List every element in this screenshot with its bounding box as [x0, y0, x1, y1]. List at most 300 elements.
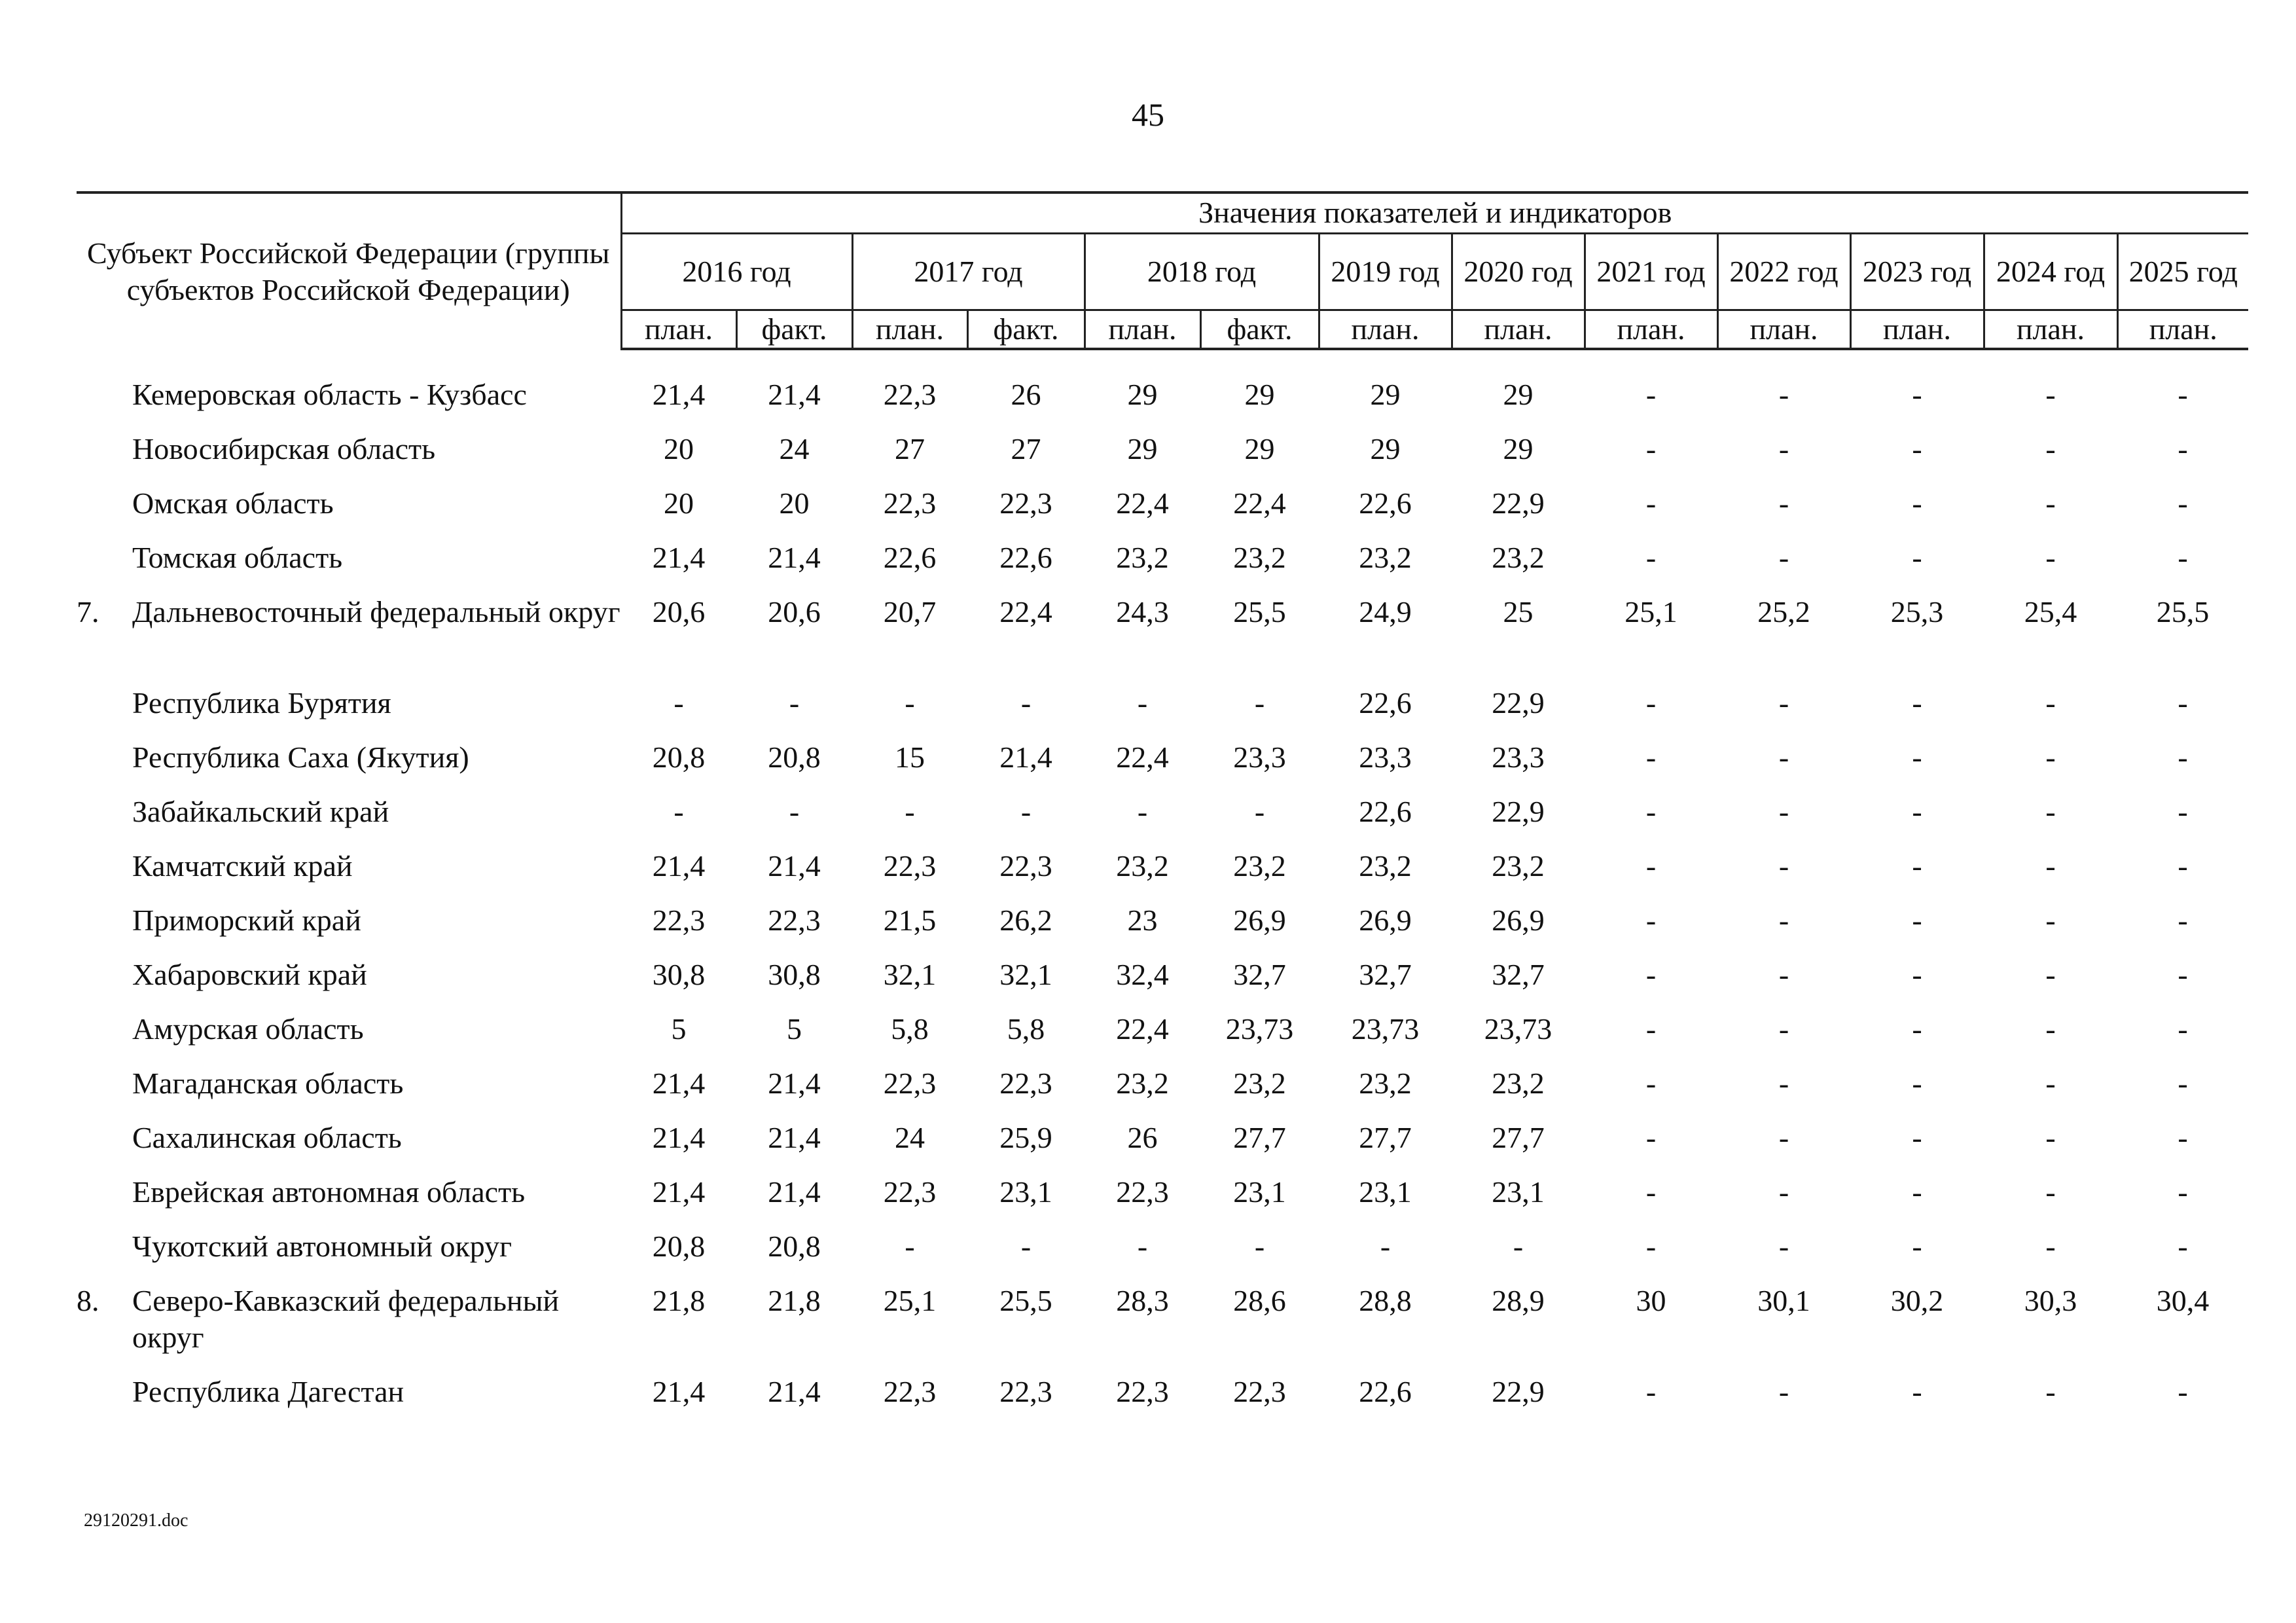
indicator-value: 28,6 — [1233, 1284, 1286, 1317]
indicator-value: - — [1778, 1175, 1789, 1209]
year-2018-header: 2018 год — [1085, 233, 1319, 310]
indicator-value: 23,2 — [1492, 1067, 1545, 1100]
indicator-value: 21,5 — [883, 903, 937, 937]
indicator-value: 22,4 — [1116, 486, 1169, 520]
region-name: Республика Бурятия — [132, 686, 391, 720]
indicator-value: 21,4 — [768, 1121, 821, 1154]
indicator-value: - — [2178, 541, 2188, 574]
indicator-value: 23,2 — [1492, 541, 1545, 574]
indicator-value: - — [1912, 740, 1922, 774]
row-number — [77, 1011, 132, 1065]
indicator-value: - — [2045, 1230, 2056, 1263]
sub-column-header: план. — [1319, 310, 1452, 349]
indicator-value: 22,4 — [1116, 740, 1169, 774]
year-2021-header: 2021 год — [1585, 233, 1717, 310]
indicator-value: - — [2045, 432, 2056, 465]
indicator-value: 24 — [779, 432, 810, 465]
row-number: 8. — [77, 1284, 99, 1317]
indicator-value: - — [2045, 849, 2056, 883]
indicator-value: 29 — [1127, 378, 1158, 411]
year-2024-header: 2024 год — [1984, 233, 2117, 310]
indicator-value: 5 — [671, 1012, 687, 1046]
table-row — [77, 957, 2248, 1011]
indicator-value: 22,6 — [999, 541, 1052, 574]
row-number — [77, 485, 132, 539]
table-row — [77, 1228, 2248, 1283]
indicator-value: 22,3 — [1233, 1375, 1286, 1408]
indicator-value: 26 — [1127, 1121, 1158, 1154]
indicator-value: 29 — [1370, 378, 1401, 411]
indicator-value: 20,6 — [768, 595, 821, 629]
indicator-value: 20 — [664, 432, 694, 465]
indicator-value: 21,4 — [768, 541, 821, 574]
indicator-value: - — [2178, 958, 2188, 991]
row-number — [77, 376, 132, 431]
indicator-value: 5,8 — [891, 1012, 929, 1046]
indicator-value: - — [2178, 740, 2188, 774]
row-number — [77, 1120, 132, 1174]
indicator-value: 15 — [895, 740, 925, 774]
indicator-value: 25,3 — [1890, 595, 1944, 629]
indicator-value: - — [2178, 1375, 2188, 1408]
table-row — [77, 1374, 2248, 1428]
document-filename: 29120291.doc — [84, 1510, 188, 1531]
indicator-value: 22,3 — [883, 1375, 937, 1408]
indicator-value: 30,2 — [1890, 1284, 1944, 1317]
indicator-value: 28,9 — [1492, 1284, 1545, 1317]
indicator-value: 20,7 — [883, 595, 937, 629]
indicator-value: - — [1254, 795, 1265, 828]
indicator-value: 30,1 — [1757, 1284, 1810, 1317]
indicator-value: 32,7 — [1359, 958, 1412, 991]
sub-column-header: план. — [2117, 310, 2248, 349]
indicator-value: 32,1 — [999, 958, 1052, 991]
indicator-value: - — [1778, 1121, 1789, 1154]
indicator-value: 22,9 — [1492, 486, 1545, 520]
indicator-value: - — [1020, 1230, 1031, 1263]
row-number — [77, 431, 132, 485]
indicator-value: 22,3 — [999, 1067, 1052, 1100]
indicator-value: - — [1645, 1230, 1657, 1263]
indicator-value: 26,9 — [1492, 903, 1545, 937]
indicator-value: 21,4 — [768, 849, 821, 883]
indicator-value: - — [2178, 849, 2188, 883]
indicator-value: 21,4 — [652, 1375, 706, 1408]
indicator-value: 26,9 — [1233, 903, 1286, 937]
indicator-value: - — [1645, 378, 1657, 411]
indicator-value: 24,9 — [1359, 595, 1412, 629]
indicator-value: - — [2045, 740, 2056, 774]
indicator-value: - — [905, 1230, 915, 1263]
indicator-value: - — [2045, 378, 2056, 411]
sub-column-header: план. — [1085, 310, 1200, 349]
year-2019-header: 2019 год — [1319, 233, 1452, 310]
indicator-value: 23,2 — [1116, 541, 1169, 574]
region-name: Омская область — [132, 486, 334, 520]
indicator-value: - — [2178, 1175, 2188, 1209]
indicator-value: - — [1778, 1012, 1789, 1046]
indicator-value: - — [1912, 1012, 1922, 1046]
indicator-value: 23,3 — [1359, 740, 1412, 774]
indicator-value: 25,1 — [883, 1284, 937, 1317]
sub-column-header: план. — [1585, 310, 1717, 349]
region-name: Еврейская автономная область — [132, 1175, 526, 1209]
table-body — [77, 349, 2248, 1428]
indicator-value: 20 — [779, 486, 810, 520]
indicator-value: 20,8 — [768, 740, 821, 774]
indicator-value: 23,2 — [1359, 1067, 1412, 1100]
indicator-value: - — [2045, 686, 2056, 720]
indicator-value: 23,2 — [1359, 541, 1412, 574]
subject-column-header: Субъект Российской Федерации (группы субъектов Российской Федерации) — [77, 192, 621, 349]
indicator-value: - — [1778, 686, 1789, 720]
indicator-value: - — [2178, 432, 2188, 465]
indicator-value: - — [1778, 541, 1789, 574]
indicator-value: 26 — [1011, 378, 1041, 411]
indicator-value: - — [2045, 903, 2056, 937]
values-title: Значения показателей и индикаторов — [621, 192, 2248, 233]
indicator-value: - — [1778, 958, 1789, 991]
indicator-value: 22,3 — [883, 486, 937, 520]
indicator-value: 29 — [1127, 432, 1158, 465]
indicator-value: 23 — [1127, 903, 1158, 937]
indicator-value: - — [1645, 541, 1657, 574]
indicator-value: 22,9 — [1492, 1375, 1545, 1408]
indicator-value: - — [1912, 1230, 1922, 1263]
region-name: Хабаровский край — [132, 958, 367, 991]
sub-column-header: план. — [1717, 310, 1850, 349]
indicator-value: 23,73 — [1484, 1012, 1552, 1046]
indicator-value: - — [1912, 795, 1922, 828]
indicator-value: 20,6 — [652, 595, 706, 629]
indicator-value: 21,4 — [999, 740, 1052, 774]
indicator-value: 32,1 — [883, 958, 937, 991]
indicator-value: - — [2045, 1067, 2056, 1100]
region-name: Дальневосточный федеральный округ — [132, 595, 620, 629]
indicator-value: - — [1137, 795, 1148, 828]
indicator-value: - — [1778, 486, 1789, 520]
indicator-value: 25 — [1503, 595, 1534, 629]
indicator-value: 29 — [1503, 432, 1534, 465]
table-row — [77, 902, 2248, 957]
indicator-value: - — [2045, 958, 2056, 991]
indicator-value: - — [1645, 795, 1657, 828]
indicator-value: 24,3 — [1116, 595, 1169, 629]
indicator-value: - — [1645, 432, 1657, 465]
year-2016-header: 2016 год — [621, 233, 852, 310]
region-name: Камчатский край — [132, 849, 353, 883]
indicator-value: 23,2 — [1233, 849, 1286, 883]
table-header — [77, 192, 2248, 349]
indicator-value: 25,9 — [999, 1121, 1052, 1154]
indicator-value: 26,9 — [1359, 903, 1412, 937]
indicator-value: - — [1912, 849, 1922, 883]
indicator-value: 21,8 — [768, 1284, 821, 1317]
indicator-value: - — [2178, 486, 2188, 520]
indicator-value: 30 — [1636, 1284, 1666, 1317]
sub-column-header: факт. — [736, 310, 852, 349]
indicator-value: 22,3 — [883, 849, 937, 883]
indicator-value: - — [1778, 1067, 1789, 1100]
indicator-value: 30,8 — [652, 958, 706, 991]
table-row — [77, 485, 2248, 539]
region-name: Приморский край — [132, 903, 361, 937]
region-name: Амурская область — [132, 1012, 364, 1046]
indicator-value: 21,4 — [652, 1175, 706, 1209]
indicator-value: 29 — [1370, 432, 1401, 465]
indicator-value: 27 — [1011, 432, 1041, 465]
indicator-value: - — [1778, 378, 1789, 411]
indicator-value: 21,4 — [652, 541, 706, 574]
indicator-value: 27,7 — [1492, 1121, 1545, 1154]
indicator-value: 21,4 — [768, 378, 821, 411]
indicator-value: 20,8 — [652, 740, 706, 774]
indicator-value: - — [1513, 1230, 1524, 1263]
indicator-value: 22,9 — [1492, 686, 1545, 720]
indicator-value: 22,3 — [999, 849, 1052, 883]
indicator-value: - — [1912, 378, 1922, 411]
indicator-value: - — [1254, 686, 1265, 720]
indicator-value: 23,73 — [1351, 1012, 1420, 1046]
indicator-value: - — [1778, 903, 1789, 937]
table-row — [77, 848, 2248, 902]
indicator-value: - — [1912, 1067, 1922, 1100]
indicator-value: 22,3 — [652, 903, 706, 937]
indicator-value: - — [2178, 378, 2188, 411]
indicator-value: - — [2178, 903, 2188, 937]
indicator-value: - — [1645, 686, 1657, 720]
indicator-value: 23,3 — [1492, 740, 1545, 774]
year-2020-header: 2020 год — [1452, 233, 1585, 310]
region-name: Северо-Кавказский федеральный округ — [132, 1284, 560, 1354]
indicator-value: - — [1645, 1375, 1657, 1408]
indicator-value: 32,7 — [1492, 958, 1545, 991]
sub-column-header: план. — [1452, 310, 1585, 349]
indicator-value: 22,3 — [999, 486, 1052, 520]
indicator-value: - — [1778, 740, 1789, 774]
indicator-value: 25,5 — [2156, 595, 2210, 629]
indicator-value: - — [1020, 795, 1031, 828]
indicator-value: - — [1137, 1230, 1148, 1263]
indicator-value: 22,4 — [1116, 1012, 1169, 1046]
sub-column-header: план. — [852, 310, 967, 349]
indicator-value: 32,7 — [1233, 958, 1286, 991]
indicator-value: - — [1912, 486, 1922, 520]
indicator-value: - — [1137, 686, 1148, 720]
indicator-value: - — [2045, 1375, 2056, 1408]
indicator-value: 21,4 — [652, 849, 706, 883]
indicator-value: - — [1645, 1175, 1657, 1209]
table-row — [77, 685, 2248, 739]
table-row — [77, 1283, 2248, 1374]
indicator-value: - — [789, 795, 800, 828]
indicator-value: - — [1645, 1121, 1657, 1154]
indicators-table — [77, 191, 2248, 1428]
page-number: 45 — [1132, 96, 1164, 133]
indicator-value: 5,8 — [1007, 1012, 1045, 1046]
indicator-value: 22,9 — [1492, 795, 1545, 828]
row-number — [77, 902, 132, 957]
indicator-value: 23,73 — [1225, 1012, 1294, 1046]
indicator-value: 23,2 — [1116, 1067, 1169, 1100]
indicator-value: 22,6 — [1359, 795, 1412, 828]
table-row — [77, 594, 2248, 685]
indicator-value: 32,4 — [1116, 958, 1169, 991]
indicator-value: 23,2 — [1492, 849, 1545, 883]
row-number — [77, 957, 132, 1011]
region-name: Сахалинская область — [132, 1121, 402, 1154]
indicator-value: - — [1912, 686, 1922, 720]
indicator-value: 21,4 — [652, 378, 706, 411]
indicator-value: 23,2 — [1233, 1067, 1286, 1100]
indicator-value: - — [905, 686, 915, 720]
indicator-value: - — [1912, 958, 1922, 991]
indicator-value: - — [1778, 1375, 1789, 1408]
indicator-value: - — [1778, 432, 1789, 465]
table-row — [77, 1120, 2248, 1174]
indicator-value: 22,3 — [768, 903, 821, 937]
indicator-value: - — [1645, 1067, 1657, 1100]
region-name: Томская область — [132, 541, 343, 574]
row-number — [77, 539, 132, 594]
table-row — [77, 1174, 2248, 1228]
region-name: Новосибирская область — [132, 432, 436, 465]
indicator-value: 25,4 — [2024, 595, 2077, 629]
indicator-value: - — [789, 686, 800, 720]
row-number — [77, 1065, 132, 1120]
indicator-value: 28,8 — [1359, 1284, 1412, 1317]
indicator-value: 25,2 — [1757, 595, 1810, 629]
indicator-value: 22,4 — [999, 595, 1052, 629]
indicator-value: 21,4 — [768, 1375, 821, 1408]
indicator-value: - — [2045, 795, 2056, 828]
table-row — [77, 539, 2248, 594]
indicator-value: 22,3 — [1116, 1375, 1169, 1408]
indicator-value: 30,4 — [2156, 1284, 2210, 1317]
region-name: Чукотский автономный округ — [132, 1230, 512, 1263]
indicator-value: - — [2045, 1012, 2056, 1046]
table-row — [77, 739, 2248, 793]
row-number — [77, 739, 132, 793]
indicator-value: 23,3 — [1233, 740, 1286, 774]
indicator-value: - — [1912, 1175, 1922, 1209]
indicator-value: - — [2045, 1121, 2056, 1154]
indicator-value: 22,3 — [883, 1067, 937, 1100]
indicator-value: 23,1 — [1233, 1175, 1286, 1209]
indicator-value: 20 — [664, 486, 694, 520]
table-row — [77, 431, 2248, 485]
indicator-value: 22,4 — [1233, 486, 1286, 520]
region-name: Республика Дагестан — [132, 1375, 404, 1408]
indicator-value: 27 — [895, 432, 925, 465]
row-number — [77, 848, 132, 902]
sub-column-header: план. — [621, 310, 736, 349]
indicator-value: - — [1912, 1121, 1922, 1154]
indicator-value: 5 — [787, 1012, 802, 1046]
indicator-value: - — [2045, 541, 2056, 574]
row-number — [77, 793, 132, 848]
indicator-value: 22,3 — [1116, 1175, 1169, 1209]
indicator-value: 22,3 — [883, 378, 937, 411]
indicator-value: 21,4 — [768, 1067, 821, 1100]
row-number — [77, 1374, 132, 1428]
indicator-value: 23,1 — [1492, 1175, 1545, 1209]
indicator-value: 20,8 — [652, 1230, 706, 1263]
indicator-value: - — [1645, 903, 1657, 937]
row-number — [77, 1228, 132, 1283]
row-number — [77, 685, 132, 739]
indicator-value: 30,8 — [768, 958, 821, 991]
indicator-value: 24 — [895, 1121, 925, 1154]
indicator-value: - — [2045, 1175, 2056, 1209]
indicator-value: - — [2178, 1012, 2188, 1046]
indicator-value: 22,6 — [1359, 1375, 1412, 1408]
indicator-value: - — [1912, 1375, 1922, 1408]
indicator-value: - — [1380, 1230, 1391, 1263]
indicator-value: 26,2 — [999, 903, 1052, 937]
indicator-value: - — [1645, 486, 1657, 520]
indicator-value: 21,8 — [652, 1284, 706, 1317]
sub-column-header: план. — [1850, 310, 1984, 349]
indicator-value: 21,4 — [652, 1121, 706, 1154]
indicator-value: - — [1912, 903, 1922, 937]
indicator-value: - — [673, 795, 684, 828]
indicator-value: 27,7 — [1359, 1121, 1412, 1154]
indicator-value: - — [2178, 1230, 2188, 1263]
indicator-value: 22,3 — [883, 1175, 937, 1209]
indicator-value: 22,6 — [883, 541, 937, 574]
row-number — [77, 1174, 132, 1228]
indicator-value: 25,1 — [1624, 595, 1677, 629]
indicator-value: - — [2178, 1067, 2188, 1100]
region-name: Кемеровская область - Кузбасс — [132, 378, 527, 411]
indicator-value: 21,4 — [768, 1175, 821, 1209]
indicator-value: 23,1 — [999, 1175, 1052, 1209]
indicator-value: - — [1778, 1230, 1789, 1263]
indicator-value: 20,8 — [768, 1230, 821, 1263]
year-2022-header: 2022 год — [1717, 233, 1850, 310]
indicator-value: 30,3 — [2024, 1284, 2077, 1317]
indicator-value: 23,2 — [1359, 849, 1412, 883]
year-2017-header: 2017 год — [852, 233, 1085, 310]
indicator-value: - — [905, 795, 915, 828]
indicator-value: - — [1254, 1230, 1265, 1263]
indicator-value: 27,7 — [1233, 1121, 1286, 1154]
indicator-value: 22,6 — [1359, 686, 1412, 720]
table-row — [77, 793, 2248, 848]
year-2025-header: 2025 год — [2117, 233, 2248, 310]
table-row — [77, 1065, 2248, 1120]
row-number: 7. — [77, 595, 99, 629]
region-name: Республика Саха (Якутия) — [132, 740, 469, 774]
indicator-value: - — [1645, 740, 1657, 774]
indicator-value: - — [1778, 849, 1789, 883]
indicator-value: - — [2045, 486, 2056, 520]
region-name: Забайкальский край — [132, 795, 389, 828]
table-row — [77, 376, 2248, 431]
indicator-value: - — [1645, 849, 1657, 883]
sub-column-header: факт. — [1200, 310, 1319, 349]
indicator-value: - — [1778, 795, 1789, 828]
indicator-value: 29 — [1503, 378, 1534, 411]
indicator-value: - — [2178, 795, 2188, 828]
indicator-value: 22,6 — [1359, 486, 1412, 520]
year-2023-header: 2023 год — [1850, 233, 1984, 310]
indicator-value: 25,5 — [999, 1284, 1052, 1317]
indicator-value: - — [2178, 686, 2188, 720]
indicator-value: - — [1645, 1012, 1657, 1046]
indicator-value: - — [2178, 1121, 2188, 1154]
